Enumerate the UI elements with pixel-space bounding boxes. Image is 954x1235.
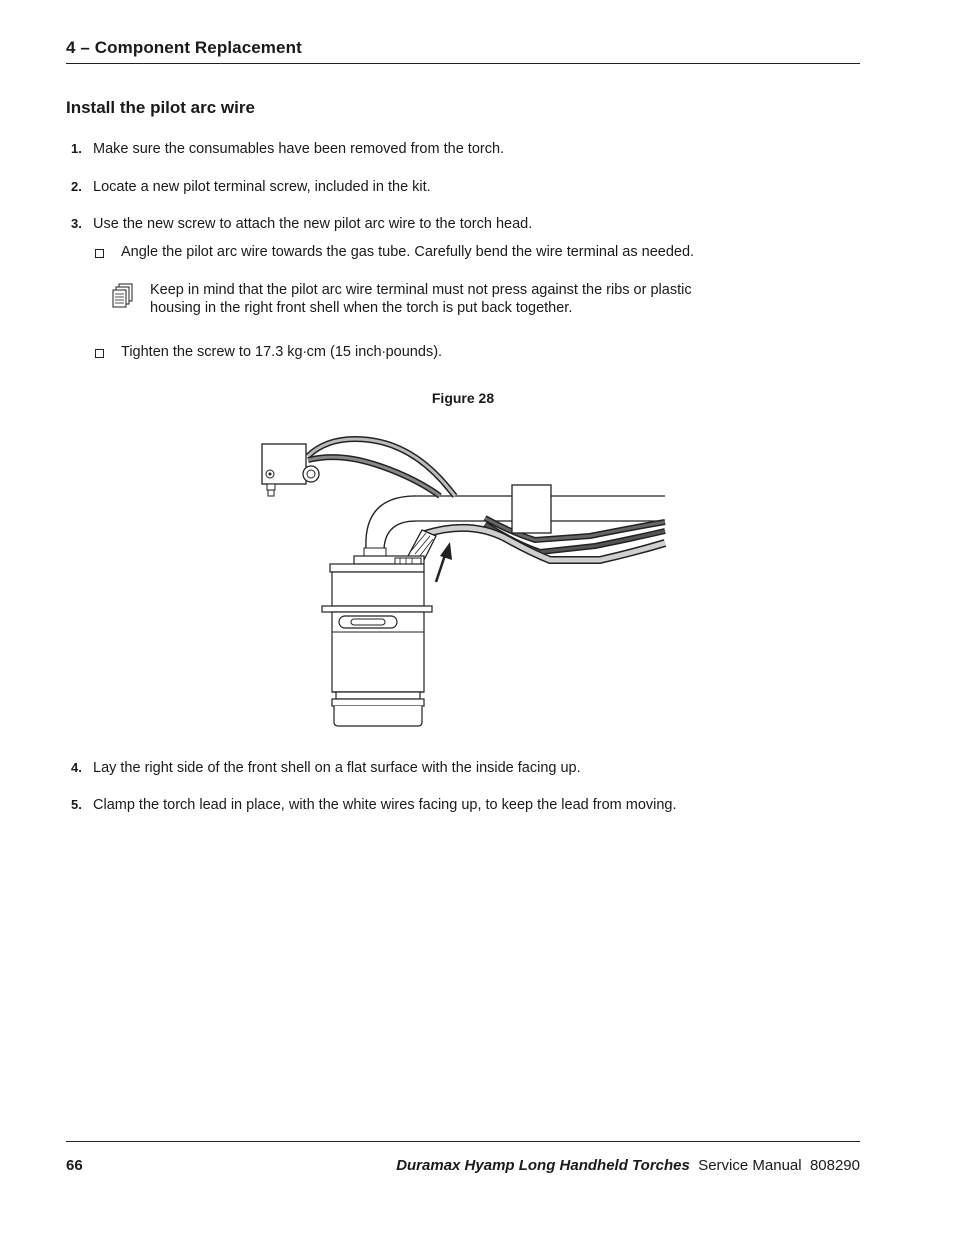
- step-text: Locate a new pilot terminal screw, included in the kit.: [93, 179, 431, 195]
- step-text: Clamp the torch lead in place, with the white wires facing up, to keep the lead from moving.: [93, 797, 677, 813]
- part-number: 808290: [809, 1157, 860, 1174]
- note-line-2: housing in the right front shell when the torch is put back together.: [150, 300, 573, 316]
- step-number: 1.: [71, 141, 82, 156]
- note-block: [112, 281, 732, 321]
- note-line-1: Keep in mind that the pilot arc wire terminal must not press against the ribs or plastic: [150, 282, 692, 298]
- chapter-title: 4 – Component Replacement: [66, 38, 302, 57]
- bullet-text: Tighten the screw to 17.3 kg∙cm (15 inch∙pounds).: [121, 344, 443, 360]
- figure-caption: Figure 28: [431, 390, 495, 406]
- doc-type: Service Manual: [698, 1157, 802, 1174]
- product-name: Duramax Hyamp Long Handheld Torches: [396, 1157, 690, 1174]
- note-text: [150, 281, 730, 317]
- bullet-text: Angle the pilot arc wire towards the gas tube. Carefully bend the wire terminal as needed.: [121, 244, 695, 260]
- page-number: 66: [66, 1157, 83, 1174]
- step-text: Make sure the consumables have been removed from the torch.: [93, 141, 505, 157]
- step-text: Use the new screw to attach the new pilot arc wire to the torch head.: [93, 216, 533, 232]
- page-footer: [66, 1141, 860, 1182]
- step-number: 2.: [71, 179, 82, 194]
- step-number: 4.: [71, 760, 82, 775]
- step-number: 5.: [71, 797, 82, 812]
- checkbox-bullet-icon: [95, 249, 104, 258]
- torch-head-illustration: [250, 430, 670, 730]
- checkbox-bullet-icon: [95, 349, 104, 358]
- step-text: Lay the right side of the front shell on a flat surface with the inside facing up.: [93, 760, 581, 776]
- footer-doc-info: [396, 1157, 860, 1174]
- note-icon: [112, 283, 134, 309]
- section-title: Install the pilot arc wire: [66, 98, 255, 117]
- page-header: [66, 36, 860, 64]
- step-number: 3.: [71, 216, 82, 231]
